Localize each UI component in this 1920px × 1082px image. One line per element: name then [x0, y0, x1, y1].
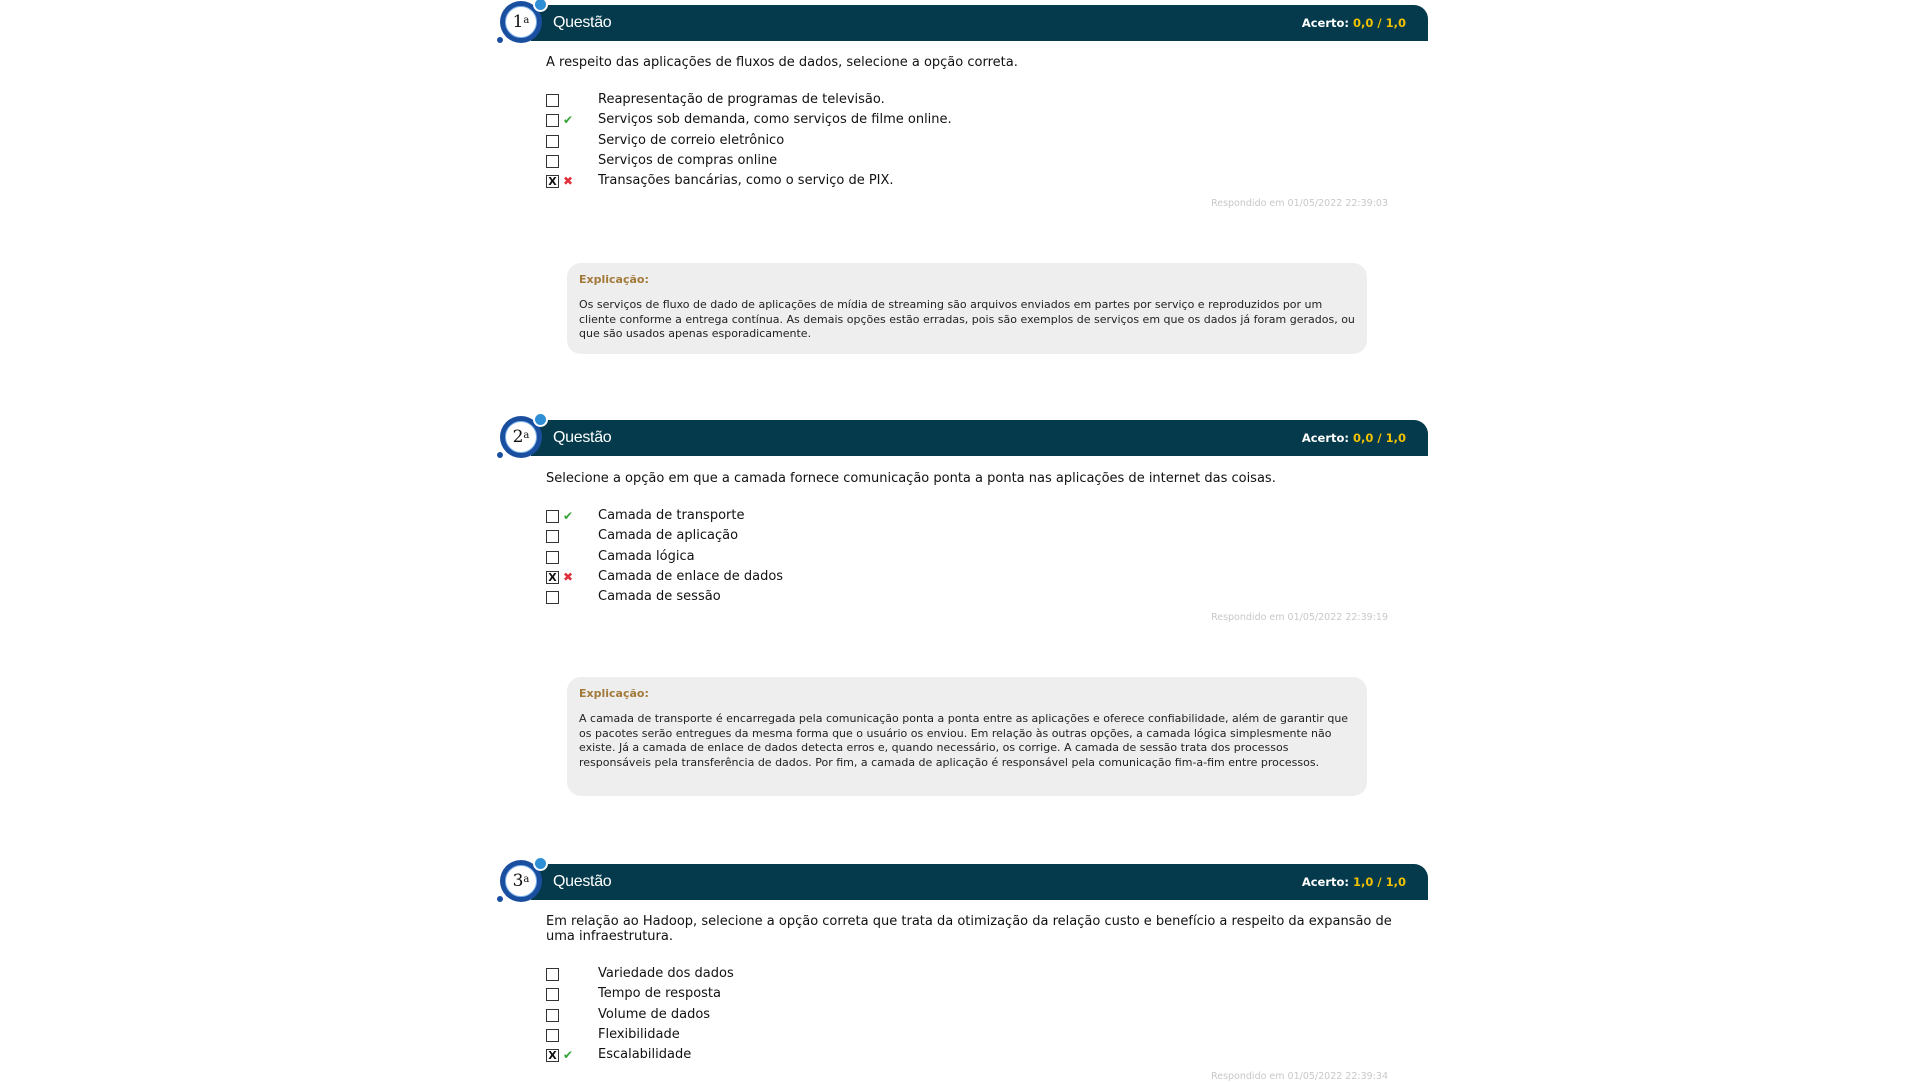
score-value: 0,0 — [1353, 431, 1374, 445]
check-icon: ✔ — [563, 509, 574, 523]
options-list — [546, 508, 1406, 609]
answered-timestamp: Respondido em 01/05/2022 22:39:19 — [1211, 612, 1388, 623]
option-1[interactable] — [546, 92, 1406, 112]
score-label: Acerto: — [1301, 16, 1350, 30]
option-checkbox[interactable] — [546, 551, 559, 564]
option-checkbox-checked[interactable]: X — [546, 571, 559, 584]
score-label: Acerto: — [1301, 431, 1350, 445]
option-checkbox[interactable] — [546, 114, 559, 127]
options-list — [546, 966, 1406, 1067]
option-2[interactable] — [546, 986, 1406, 1006]
question-header-bar — [531, 864, 1428, 900]
score-total: / 1,0 — [1377, 875, 1406, 889]
option-5[interactable] — [546, 1047, 1406, 1067]
question-ordinal: a — [523, 873, 530, 885]
score-total: / 1,0 — [1377, 16, 1406, 30]
options-list — [546, 92, 1406, 193]
option-label: Escalabilidade — [598, 1047, 692, 1063]
option-checkbox[interactable] — [546, 135, 559, 148]
option-3[interactable] — [546, 549, 1406, 569]
question-score — [1302, 5, 1406, 41]
question-number-badge-icon — [497, 412, 549, 464]
option-checkbox[interactable] — [546, 968, 559, 981]
question-prompt: Selecione a opção em que a camada fornece comunicação ponta a ponta nas aplicações de internet das coisas. — [546, 471, 1276, 486]
option-checkbox[interactable] — [546, 1029, 559, 1042]
option-4[interactable] — [546, 1027, 1406, 1047]
option-mark-empty — [563, 966, 577, 982]
option-mark-empty — [563, 92, 577, 108]
option-label: Serviços sob demanda, como serviços de filme online. — [598, 112, 952, 128]
question-header-bar — [531, 5, 1428, 41]
option-5[interactable] — [546, 589, 1406, 609]
option-3[interactable] — [546, 1007, 1406, 1027]
option-checkbox[interactable] — [546, 1009, 559, 1022]
option-label: Camada lógica — [598, 548, 695, 564]
question-number: 2 — [512, 427, 524, 447]
question-header — [497, 864, 1428, 900]
option-label: Tempo de resposta — [598, 986, 721, 1002]
question-number: 3 — [512, 871, 524, 891]
option-label: Transações bancárias, como o serviço de PIX. — [598, 173, 894, 189]
question-prompt: Em relação ao Hadoop, selecione a opção correta que trata da otimização da relação custo e benefício a respeito da expansão de uma infraestrutura. — [546, 914, 1392, 944]
option-mark-empty — [563, 528, 577, 544]
option-mark-empty — [563, 986, 577, 1002]
option-label: Variedade dos dados — [598, 966, 734, 981]
option-mark-empty — [563, 549, 577, 565]
option-label: Flexibilidade — [598, 1026, 680, 1042]
option-mark-empty — [563, 1007, 577, 1023]
question-title: Questão — [553, 873, 612, 890]
score-label: Acerto: — [1301, 875, 1350, 889]
option-checkbox-checked[interactable]: X — [546, 175, 559, 188]
question-title: Questão — [553, 429, 612, 446]
explanation-text: Os serviços de fluxo de dado de aplicações de mídia de streaming são arquivos enviados em partes por serviço e reproduzidos por um cliente conforme a entrega contínua. As demais opções estão erradas, pois são exemplos de serviços em que os dados já foram gerados, ou que são usados apenas esporadicamente. — [579, 298, 1355, 341]
question-prompt: A respeito das aplicações de fluxos de dados, selecione a opção correta. — [546, 55, 1018, 70]
option-label: Camada de enlace de dados — [598, 568, 784, 584]
option-checkbox-checked[interactable]: X — [546, 1049, 559, 1062]
option-mark-empty — [563, 133, 577, 149]
check-icon: ✔ — [563, 1048, 574, 1063]
option-mark-empty — [563, 1027, 577, 1043]
answered-timestamp: Respondido em 01/05/2022 22:39:03 — [1211, 198, 1388, 209]
answered-timestamp: Respondido em 01/05/2022 22:39:34 — [1211, 1071, 1388, 1082]
explanation-text: A camada de transporte é encarregada pela comunicação ponta a ponta entre as aplicações e oferece confiabilidade, além de garantir que os pacotes serão entregues da mesma forma que o usuário os enviou. Em relação às outras opções, a camada lógica simplesmente não existe. Já a camada de enlace de dados detecta erros e, quando necessário, os corrige. A camada de sessão trata dos processos responsáveis pela transferência de dados. Por fim, a camada de aplicação é responsável pela comunicação fim-a-fim entre processos. — [579, 712, 1349, 769]
question-ordinal: a — [523, 429, 530, 441]
option-label: Reapresentação de programas de televisão. — [598, 92, 885, 107]
score-value: 1,0 — [1353, 875, 1374, 889]
score-value: 0,0 — [1353, 16, 1374, 30]
question-number-badge-icon — [497, 856, 549, 908]
question-score — [1302, 864, 1406, 900]
cross-icon: ✖ — [563, 569, 574, 584]
option-2[interactable] — [546, 528, 1406, 548]
question-header-bar — [531, 420, 1428, 456]
option-label: Serviço de correio eletrônico — [598, 132, 785, 148]
option-checkbox[interactable] — [546, 510, 559, 523]
cross-icon: ✖ — [563, 174, 574, 189]
question-header — [497, 5, 1428, 41]
option-4[interactable] — [546, 153, 1406, 173]
question-title: Questão — [553, 14, 612, 31]
explanation-title: Explicação: — [579, 687, 649, 700]
score-total: / 1,0 — [1377, 431, 1406, 445]
check-icon: ✔ — [563, 113, 574, 128]
option-1[interactable] — [546, 508, 1406, 528]
option-label: Camada de sessão — [598, 589, 721, 605]
explanation-box — [567, 263, 1367, 354]
option-label: Serviços de compras online — [598, 152, 778, 168]
explanation-box — [567, 677, 1367, 796]
option-3[interactable] — [546, 133, 1406, 153]
option-2[interactable] — [546, 112, 1406, 132]
question-ordinal: a — [523, 14, 530, 26]
option-4[interactable] — [546, 569, 1406, 589]
question-header — [497, 420, 1428, 456]
option-mark-empty — [563, 589, 577, 605]
option-1[interactable] — [546, 966, 1406, 986]
option-checkbox[interactable] — [546, 988, 559, 1001]
option-label: Camada de transporte — [598, 508, 745, 523]
option-5[interactable] — [546, 173, 1406, 193]
question-number: 1 — [512, 12, 524, 32]
option-checkbox[interactable] — [546, 530, 559, 543]
question-score — [1302, 420, 1406, 456]
option-checkbox[interactable] — [546, 591, 559, 604]
option-checkbox[interactable] — [546, 94, 559, 107]
question-number-badge-icon — [497, 0, 549, 49]
option-mark-empty — [563, 153, 577, 169]
explanation-title: Explicação: — [579, 273, 649, 286]
option-label: Volume de dados — [598, 1006, 711, 1022]
option-label: Camada de aplicação — [598, 528, 739, 544]
option-checkbox[interactable] — [546, 155, 559, 168]
